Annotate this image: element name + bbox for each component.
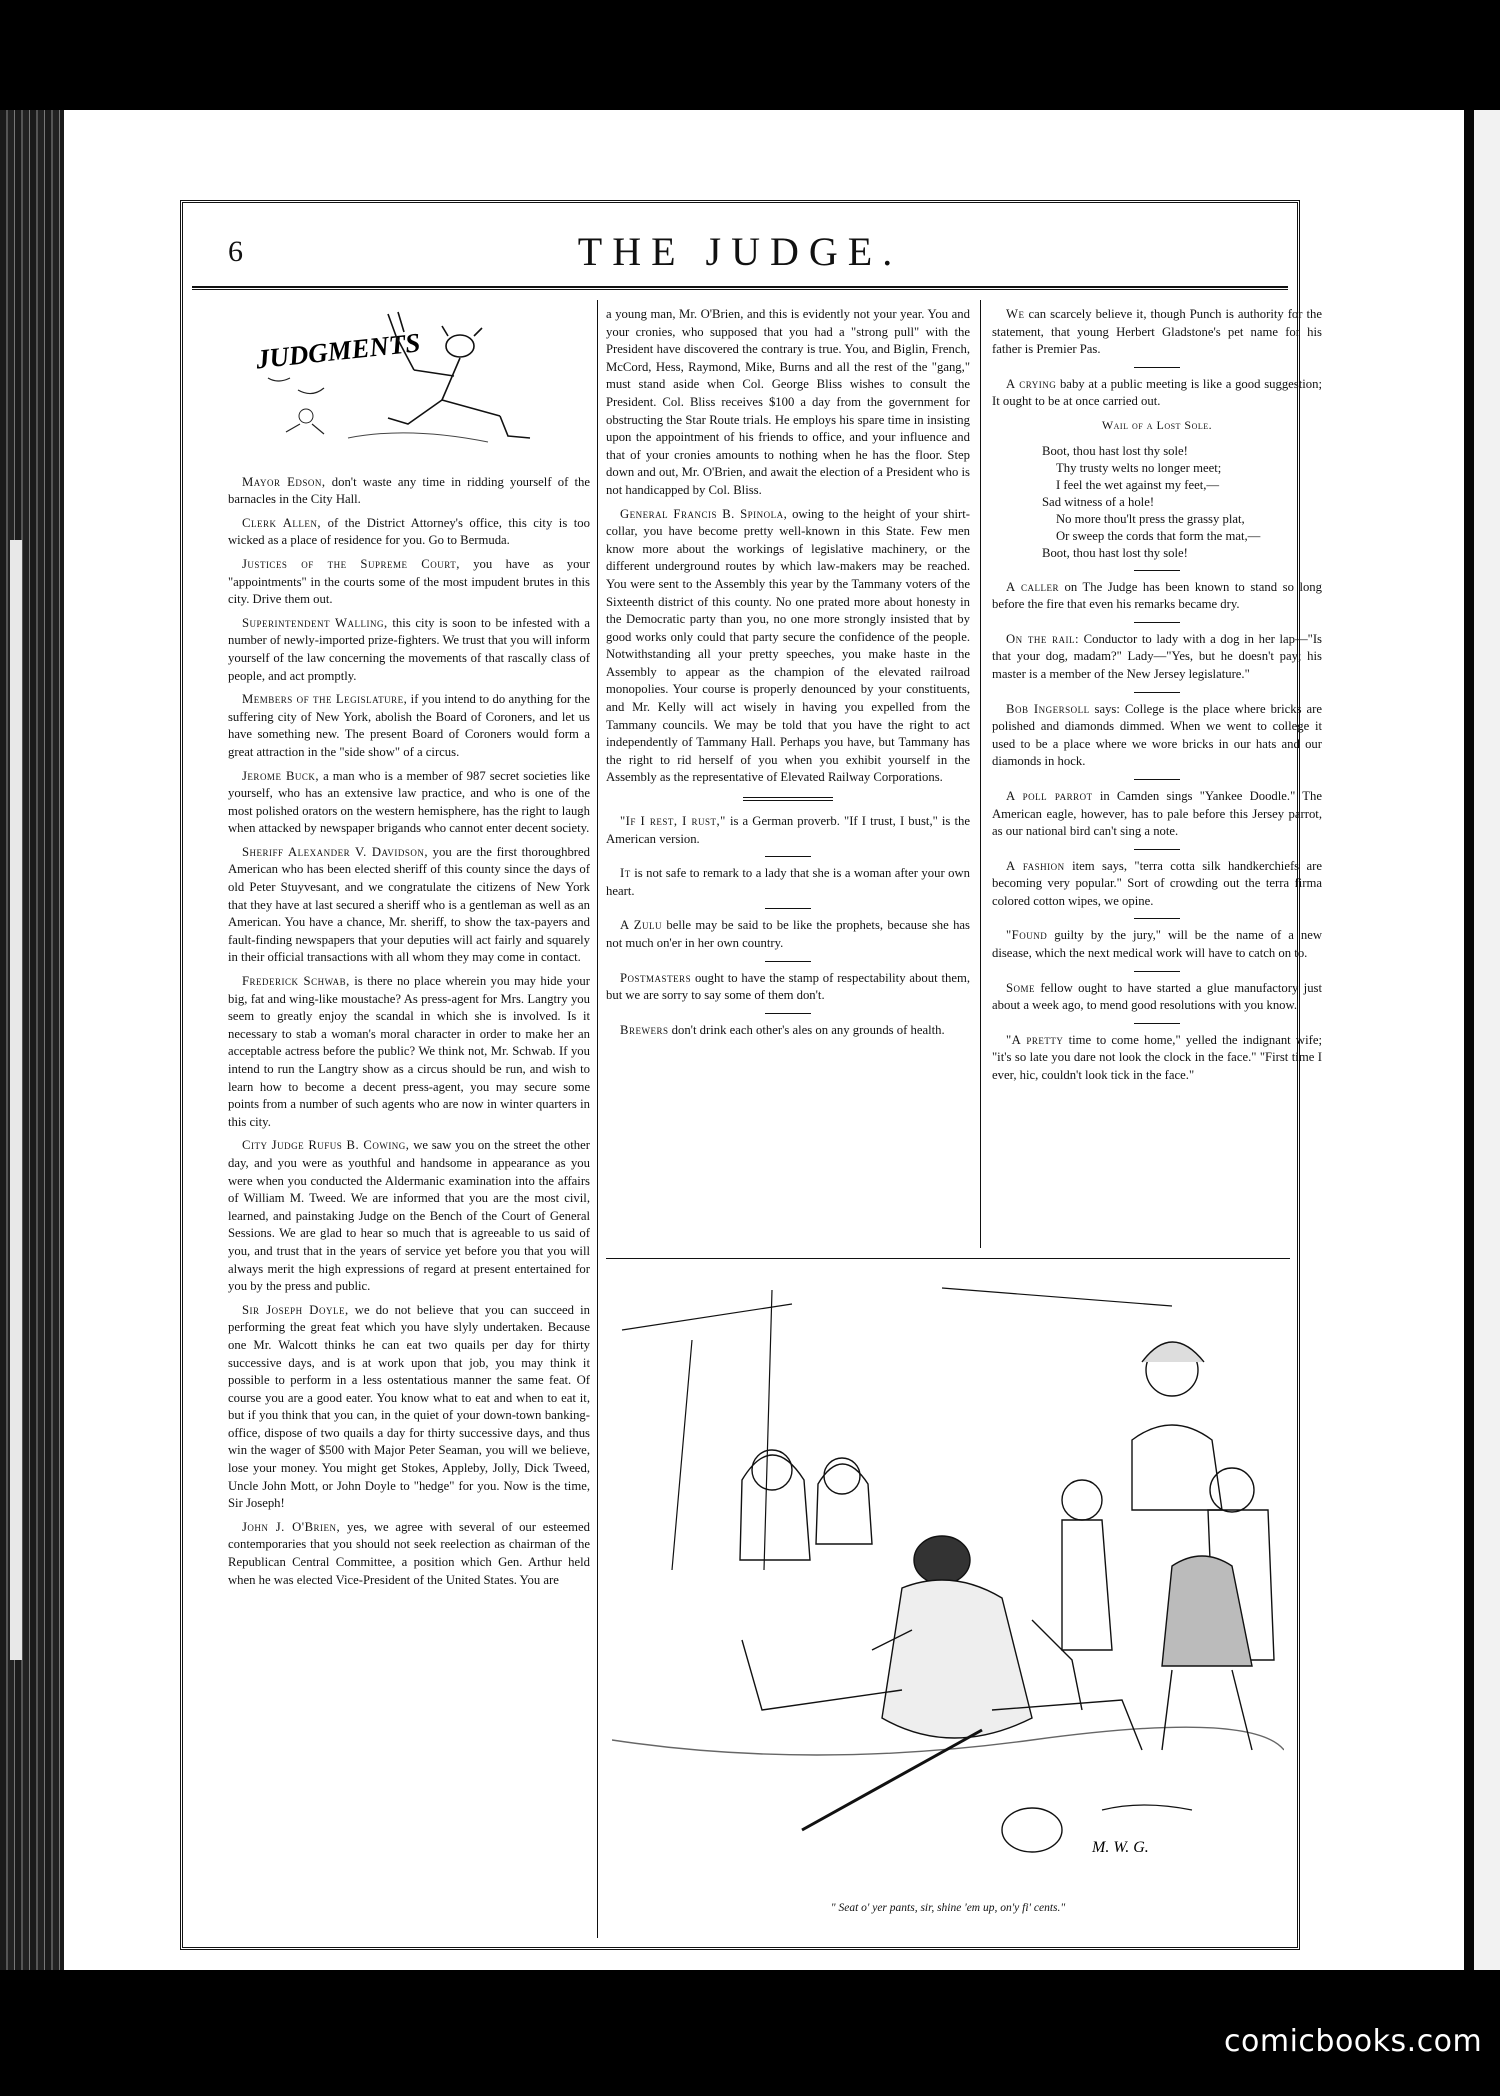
paragraph-text: of the District Attorney's office, this city is too wicked as a place of residence for you. Go to Bermuda.	[228, 515, 590, 548]
scan-right-edge	[1464, 110, 1500, 1970]
paragraph-text: ought to have the stamp of respectability about them, but we are sorry to say some of them don't.	[606, 970, 970, 1003]
paragraph-text: baby at a public meeting is like a good suggestion; It ought to be at once carried out.	[992, 376, 1323, 409]
paragraph-lead: A fashion	[1006, 858, 1065, 873]
item-divider	[1134, 779, 1180, 780]
paragraph-text: belle may be said to be like the prophets, because she has not much on'er in her own country.	[606, 918, 970, 950]
watermark: comicbooks.com	[1224, 2024, 1483, 2059]
paragraph-lead: A poll parrot	[1006, 788, 1093, 803]
item-divider	[1134, 971, 1180, 972]
paragraph-text: if you intend to do anything for the suffering city of New York, abolish the Board of Coroners, and let us have something new. The present Board of Coroners would form a great attraction in the "side show" of a circus.	[228, 692, 590, 759]
paragraph-lead: A caller	[1006, 579, 1059, 594]
paragraph-lead: John J. O'Brien,	[242, 1519, 341, 1534]
paragraph-lead: Frederick Schwab,	[242, 974, 350, 989]
poem	[992, 443, 1322, 562]
item-divider	[765, 961, 811, 962]
paragraph-lead: Postmasters	[620, 970, 692, 985]
cartoon-illustration	[612, 1270, 1284, 1900]
column-divider	[980, 300, 981, 1248]
paragraph-lead: "A pretty	[1006, 1032, 1064, 1047]
paragraph-lead: A Zulu	[620, 918, 663, 933]
paragraph-text: owing to the height of your shirt-collar, you have become pretty well-known in this State. Few men know more about the workings of legislative machinery, or the different underground routes by which law-makers may be reached. You were sent to the Assembly this year by the Tammany voters of the Sixteenth district of this county. No one prated more about honesty in the Democratic party than you, no one more strongly insisted that by good works only could that party secure the confidence of the people. Notwithstanding all your pretty speeches, you make haste in the Assembly to appear as the champion of the elevated railroad monopolies. Your course is properly denounced by your constituents, and Mr. Kelly will act wisely in having you expelled from the Tammany councils. We may be told that you have the right to act independently of Tammany Hall. Perhaps you have, but Tammany has the right to rid herself of you when you exhibit yourself in the Assembly as the representative of Elevated Railway Corporations.	[606, 506, 970, 785]
item-divider	[765, 1013, 811, 1014]
paragraph-text: is not safe to remark to a lady that she is a woman after your own heart.	[606, 866, 970, 898]
poem-line: Boot, thou hast lost thy sole!	[1042, 443, 1188, 458]
paragraph-text: on The Judge has been known to stand so long before the fire that even his remarks became dry.	[992, 579, 1322, 612]
paragraph-lead: Superintendent Walling,	[242, 615, 388, 630]
paragraph-text: don't waste any time in ridding yourself of the barnacles in the City Hall.	[228, 474, 590, 507]
column-divider	[597, 1248, 598, 1938]
paragraph-text: is there no place wherein you may hide your big, fat and wing-like moustache? As press-agent for Mrs. Langtry you seem to greatly enjoy the scandal in which she is involved. Is it necessary to stab a woman's moral character in order to make her an acceptable actress before the public? We think not, Mr. Schwab. If you intend to run the Langtry show as a circus should be run, and wish to learn how to become a decent press-agent, you may secure some points from a number of such agents who are now in winter quarters in this city.	[228, 974, 590, 1129]
paragraph-lead: "Found	[1006, 928, 1048, 943]
item-divider	[1134, 622, 1180, 623]
paragraph-text: time to come home," yelled the indignant wife; "it's so late you dare not look the clock in the face." "First time I ever, hic, couldn't look tick in the face."	[992, 1032, 1322, 1083]
paragraph-lead: Bob Ingersoll	[1006, 701, 1090, 716]
paragraph-lead: Members of the Legislature,	[242, 692, 408, 707]
paragraph-lead: Brewers	[620, 1022, 669, 1037]
paragraph-lead: "If I rest, I rust,"	[620, 814, 726, 829]
poem-line: Thy trusty welts no longer meet;	[1056, 460, 1222, 475]
paragraph-text: in Camden sings "Yankee Doodle." The American eagle, however, has to pale before this Jersey parrot, as our national bird can't sing a note.	[992, 788, 1322, 839]
illustration-caption: " Seat o' yer pants, sir, shine 'em up, on'y fi' cents."	[830, 1902, 1066, 1914]
item-divider	[1134, 918, 1180, 919]
paragraph-text: you are the first thoroughbred American who has been elected sheriff of this county since the days of old Peter Stuyvesant, and we congratulate the citizens of New York that they have at last secured a sheriff who is a gentleman as well as an American. You have a chance, Mr. sheriff, to show the tax-payers and fault-finding newspapers that your deputies will act fairly and squarely in their official transactions with all whom they may come in contact.	[228, 844, 590, 965]
paragraph-text: Conductor to lady with a dog in her lap—"Is that your dog, madam?" Lady—"Yes, but he doesn't pay; his master is a member of the New Jersey legislature."	[992, 631, 1322, 681]
paragraph-lead: Mayor Edson,	[242, 474, 326, 489]
section-divider	[743, 797, 833, 801]
paragraph-text: yes, we agree with several of our esteemed contemporaries that you should not seek reelection as chairman of the Republican Central Committee, a position which Gen. Arthur held when he was elected Vice-President of the United States. You are	[228, 1519, 590, 1587]
paragraph-continued: a young man, Mr. O'Brien, and this is evidently not your year. You and your cronies, who supposed that you had a "strong pull" with the President have discovered the contrary is true. You, and Biglin, French, McCord, Hess, Raymond, Mike, Burns and all the rest of the "gang," must stand aside when Col. George Bliss wishes to consult the President. Col. Bliss receives $100 a day from the government for obstructing the Star Route trials. He employs his spare time in insisting upon the appointment of his friends to office, and your influence and that of your cronies amounts to nothing when he has the floor. Step down and out, Mr. O'Brien, and await the election of a President who is not handicapped by Col. Bliss.	[606, 307, 970, 497]
item-divider	[1134, 692, 1180, 693]
paragraph-lead: Sir Joseph Doyle,	[242, 1302, 349, 1317]
poem-line: Or sweep the cords that form the mat,—	[1056, 528, 1261, 543]
poem-line: Boot, thou hast lost thy sole!	[1042, 545, 1188, 560]
paragraph-text: this city is soon to be infested with a number of newly-imported prize-fighters. We trust that you will inform yourself of the law concerning the movements of that rascally class of people, and act promptly.	[228, 615, 590, 683]
poem-line: Sad witness of a hole!	[1042, 494, 1155, 509]
paragraph-lead: Clerk Allen,	[242, 515, 322, 530]
paragraph-lead: Sheriff Alexander V. Davidson,	[242, 844, 429, 859]
paragraph-lead: We	[1006, 307, 1025, 321]
judgments-lettering: JUDGMENTS	[254, 327, 422, 375]
paragraph-text: says: College is the place where bricks are polished and diamonds dimmed. When we went to college it used to be a place where we wore bricks in our hats and our diamonds in hock.	[992, 701, 1322, 769]
poem-line: I feel the wet against my feet,—	[1056, 477, 1220, 492]
column-middle	[606, 306, 970, 1045]
column-left	[228, 306, 590, 1595]
paragraph-lead: Justices of the Supreme Court,	[242, 556, 460, 571]
paragraph-text: don't drink each other's ales on any grounds of health.	[668, 1022, 945, 1037]
column-right	[992, 306, 1322, 1091]
artist-signature: M. W. G.	[1092, 1839, 1149, 1856]
poem-title: Wail of a Lost Sole.	[1101, 417, 1213, 432]
paragraph-text: a man who is a member of 987 secret societies like yourself, who has an extensive law practice, and who is one of the most polished orators on the western hemisphere, has the right to laugh when attacked by newspaper brigands who cannot enter decent society.	[228, 768, 590, 836]
illustration-rule	[606, 1258, 1290, 1259]
paragraph-text: item says, "terra cotta silk handkerchiefs are becoming very popular." Sort of crowding out the terra firma colored cotton wipes, we opine.	[992, 858, 1322, 908]
judgments-header-illustration	[228, 306, 590, 456]
masthead-rule	[192, 286, 1288, 290]
item-divider	[1134, 570, 1180, 571]
paragraph-text: can scarcely believe it, though Punch is authority for the statement, that young Herbert Gladstone's pet name for his father is Premier Pas.	[992, 307, 1322, 357]
poem-line: No more thou'lt press the grassy plat,	[1056, 511, 1245, 526]
item-divider	[765, 908, 811, 909]
masthead-title: THE JUDGE.	[577, 229, 903, 274]
paragraph-text: you have as your "appointments" in the courts some of the most impudent brutes in this city. Drive them out.	[228, 556, 590, 607]
item-divider	[765, 856, 811, 857]
page-number: 6	[228, 235, 243, 268]
paragraph-lead: It	[620, 866, 631, 881]
paragraph-lead: Jerome Buck,	[242, 768, 320, 783]
scan-paper-strip	[10, 540, 22, 1660]
paragraph-text: guilty by the jury," will be the name of a new disease, which the next medical work will have to catch on to.	[992, 928, 1322, 961]
item-divider	[1134, 367, 1180, 368]
paragraph-lead: Some	[1006, 980, 1036, 995]
column-divider	[597, 300, 598, 1248]
paragraph-text: is a German proverb. "If I trust, I bust," is the American version.	[606, 814, 970, 846]
paragraph-lead: A crying	[1006, 376, 1057, 391]
paragraph-text: we saw you on the street the other day, and you were as youthful and handsome in appearance as you were when you conducted the Aldermanic examination into the affairs of William M. Tweed. We are informed that you are the most civil, learned, and painstaking Judge on the Bench of the Court of General Sessions. We are glad to hear so much that is agreeable to us said of you, and trust that in the years of service yet before you that you will always merit the high expressions of regard at present entertained for you by the press and public.	[228, 1138, 590, 1294]
paragraph-lead: City Judge Rufus B. Cowing,	[242, 1138, 410, 1153]
paragraph-text: fellow ought to have started a glue manufactory just about a week ago, to mend good resolutions with you know.	[992, 980, 1322, 1013]
paragraph-lead: On the rail:	[1006, 631, 1079, 646]
item-divider	[1134, 1023, 1180, 1024]
item-divider	[1134, 849, 1180, 850]
paragraph-text: we do not believe that you can succeed in performing the great feat which you have slyly undertaken. Because one Mr. Walcott thinks he can eat two quails per day for thirty successive days, and is at work upon that job, you may think it possible to perform in a less ostentatious manner the same feat. Of course you are a good eater. You know what to eat and when to eat it, but if you think that you can, in the quiet of your down-town banking-office, dispose of two quails a day for thirty successive days, and thus win the wager of $500 with Major Peter Seaman, you will we believe, lose your money. You might get Stokes, Appleby, Jolly, Dick Tweed, Uncle John Mott, or John Doyle to "hedge" for you. Now is the time, Sir Joseph!	[228, 1302, 590, 1511]
paragraph-lead: General Francis B. Spinola,	[620, 506, 788, 521]
